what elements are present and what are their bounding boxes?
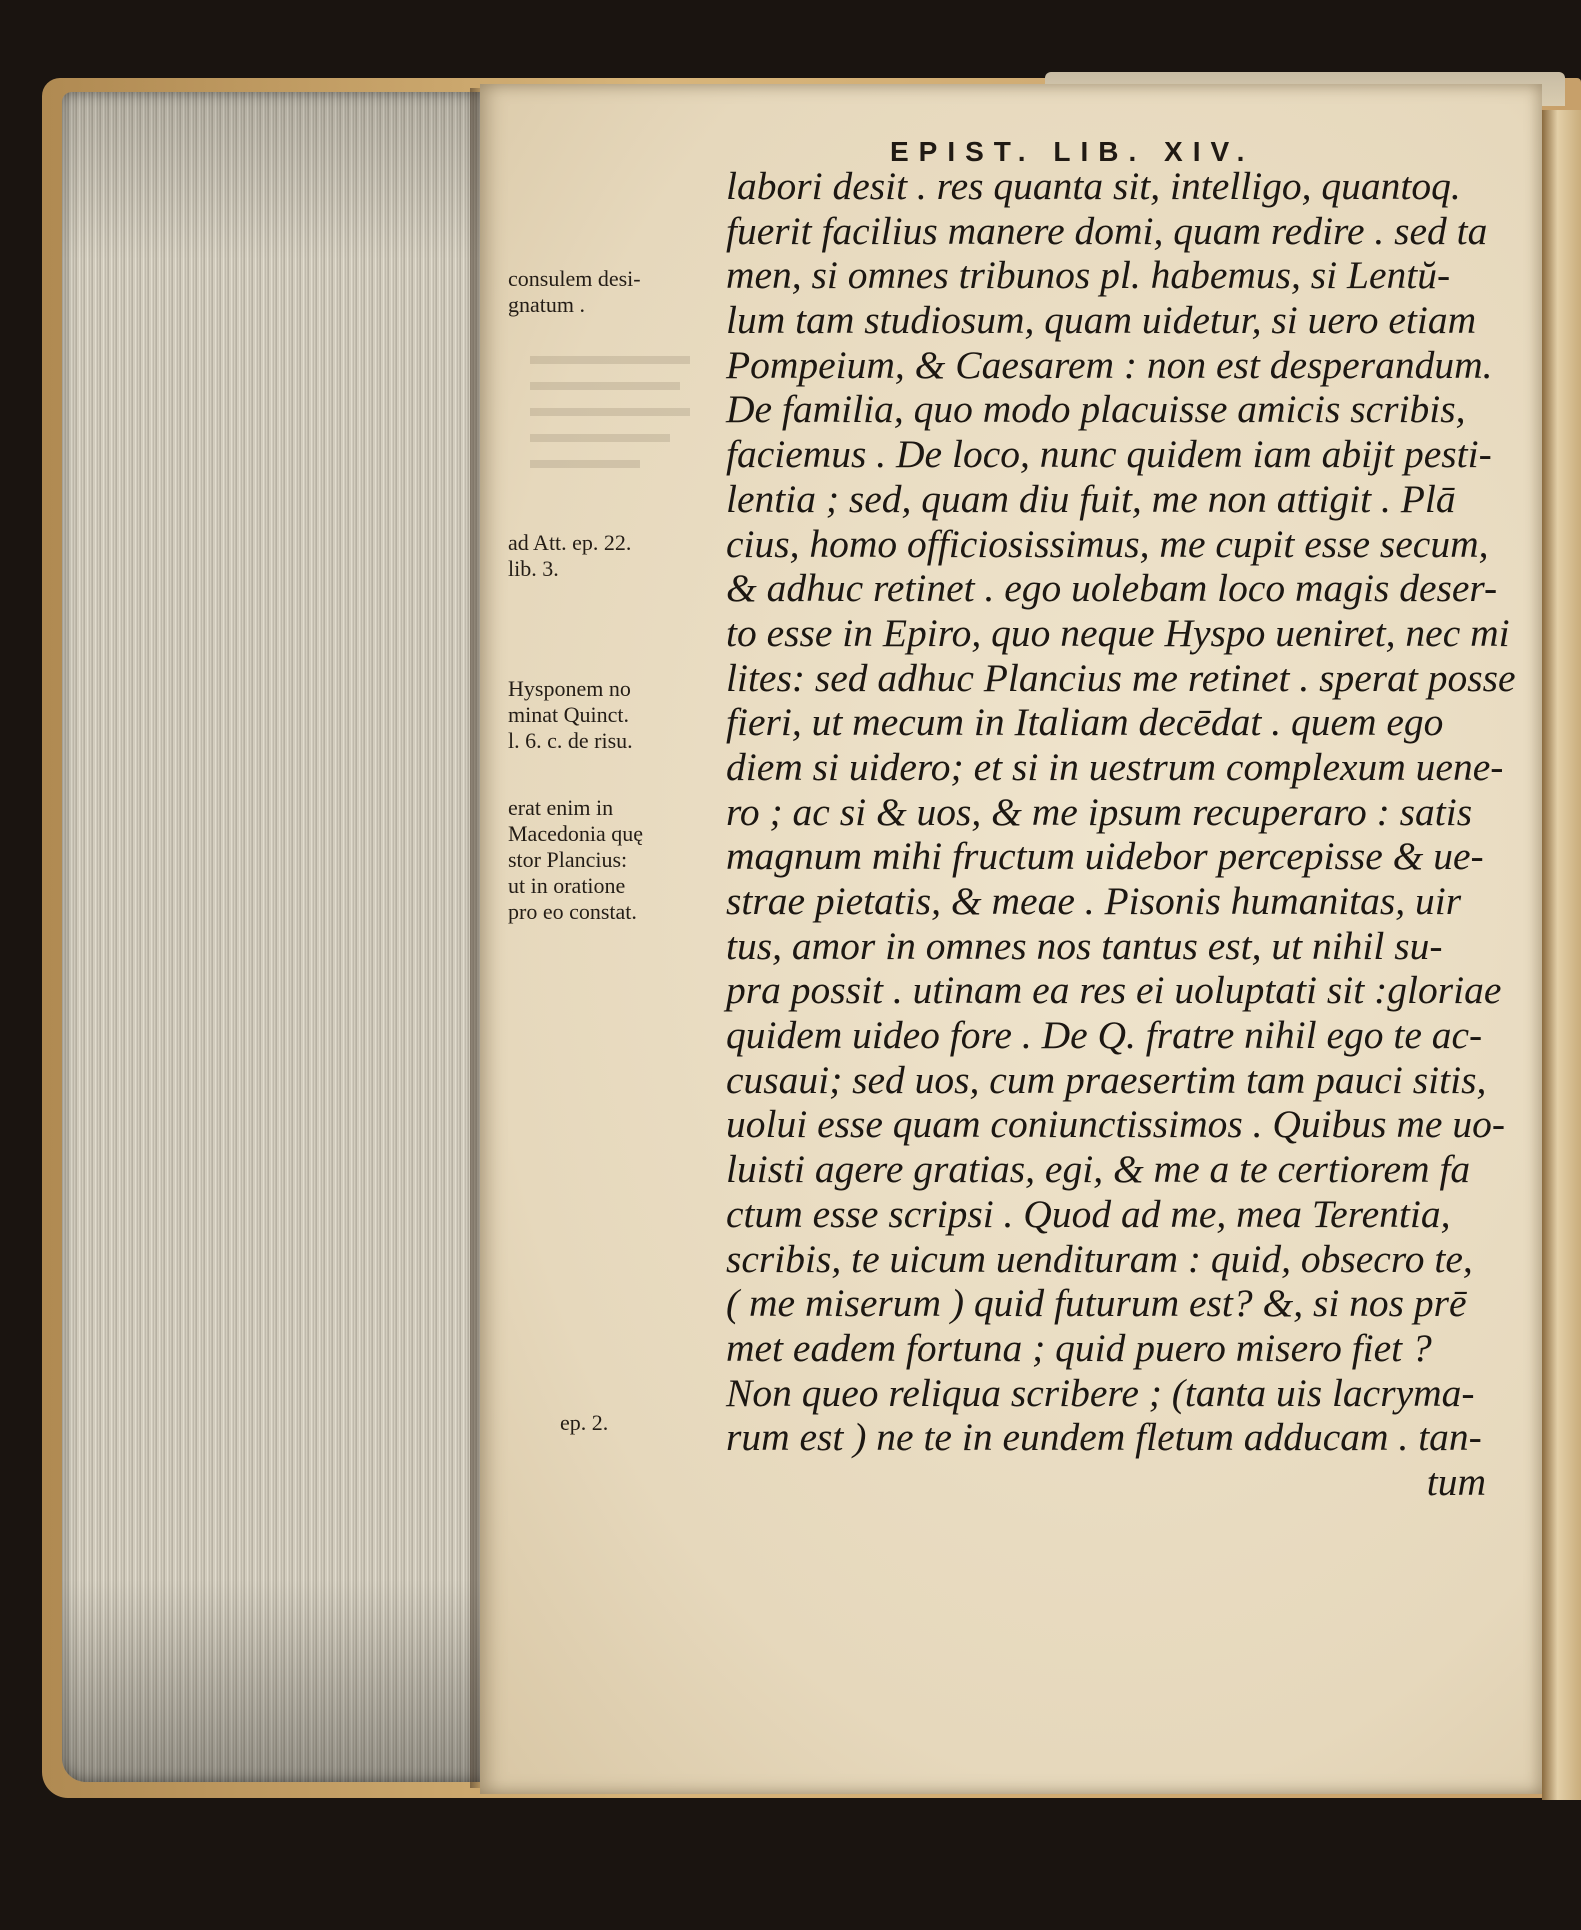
margin-note-line: stor Plancius:	[508, 847, 628, 872]
text-line: Pompeium, & Caesarem : non est desperandum.	[726, 342, 1493, 387]
text-line: De familia, quo modo placuisse amicis scribis,	[726, 387, 1466, 432]
margin-note-line: minat Quinct.	[508, 702, 629, 727]
margin-note-line: ad Att. ep. 22.	[508, 530, 632, 555]
text-line: met eadem fortuna ; quid puero misero fiet ?	[726, 1325, 1432, 1370]
text-line: Non queo reliqua scribere ; (tanta uis lacryma-	[726, 1370, 1475, 1415]
margin-note	[508, 530, 631, 582]
margin-note-line: pro eo constat.	[508, 899, 637, 924]
margin-note-line: erat enim in	[508, 795, 614, 820]
text-line: lentia ; sed, quam diu fuit, me non attigit . Plā	[726, 476, 1456, 521]
text-line: strae pietatis, & meae . Pisonis humanitas, uir	[726, 879, 1462, 923]
text-line: lites: sed adhuc Plancius me retinet . sperat posse	[726, 655, 1516, 700]
text-line: rum est ) ne te in eundem fletum adducam . tan-	[726, 1415, 1482, 1460]
margin-note-line: l. 6. c. de risu.	[508, 728, 633, 753]
next-page-edge	[1542, 110, 1581, 1800]
text-line: labori desit . res quanta sit, intelligo, quantoq.	[726, 164, 1461, 208]
text-line: quidem uideo fore . De Q. fratre nihil ego te ac-	[726, 1013, 1483, 1058]
margin-note-line: ut in oratione	[508, 873, 626, 898]
text-line: cusaui; sed uos, cum praesertim tam pauci sitis,	[726, 1057, 1487, 1102]
text-line: ( me miserum ) quid futurum est? &, si nos prē	[726, 1281, 1467, 1326]
text-line: tus, amor in omnes nos tantus est, ut nihil su-	[726, 923, 1443, 968]
margin-note-line: Hysponem no	[508, 676, 631, 701]
margin-note-line: Macedonia quę	[508, 821, 643, 846]
running-title: EPIST. LIB. XIV.	[890, 136, 1255, 167]
text-line: scribis, te uicum uendituram : quid, obsecro te,	[726, 1236, 1473, 1281]
catchword: tum	[1426, 1459, 1486, 1504]
text-line: fieri, ut mecum in Italiam decēdat . quem ego	[726, 700, 1444, 745]
margin-note	[508, 266, 641, 318]
margin-note-line: lib. 3.	[508, 556, 559, 581]
margin-note-line: ep. 2.	[560, 1410, 609, 1435]
text-line: lum tam studiosum, quam uidetur, si uero etiam	[726, 298, 1477, 343]
text-line: & adhuc retinet . ego uolebam loco magis deser-	[726, 566, 1498, 611]
show-through-texture	[520, 350, 700, 480]
show-through-lines	[520, 350, 700, 480]
margin-note-line: gnatum .	[508, 292, 585, 317]
text-line: uolui esse quam coniunctissimos . Quibus me uo-	[726, 1102, 1505, 1147]
text-line: cius, homo officiosissimus, me cupit esse secum,	[726, 521, 1489, 566]
text-line: to esse in Epiro, quo neque Hyspo ueniret, nec mi	[726, 610, 1510, 655]
text-line: faciemus . De loco, nunc quidem iam abijt pesti-	[726, 432, 1492, 477]
body-text	[726, 164, 1526, 1505]
margin-note	[508, 676, 633, 754]
margin-note-line: consulem desi-	[508, 266, 641, 291]
margin-note	[560, 1410, 608, 1436]
text-line: magnum mihi fructum uidebor percepisse & ue-	[726, 834, 1484, 879]
margin-note	[508, 795, 643, 925]
text-line: ctum esse scripsi . Quod ad me, mea Terentia,	[726, 1191, 1451, 1236]
text-line: luisti agere gratias, egi, & me a te certiorem fa	[726, 1147, 1471, 1192]
text-line: fuerit facilius manere domi, quam redire . sed ta	[726, 208, 1488, 253]
text-line: ro ; ac si & uos, & me ipsum recuperaro : satis	[726, 789, 1473, 834]
text-line: pra possit . utinam ea res ei uoluptati sit :gloriae	[726, 968, 1502, 1013]
text-line: men, si omnes tribunos pl. habemus, si Lentŭ-	[726, 253, 1451, 298]
text-line: diem si uidero; et si in uestrum complexum uene-	[726, 744, 1504, 789]
page-edges	[62, 92, 482, 1782]
